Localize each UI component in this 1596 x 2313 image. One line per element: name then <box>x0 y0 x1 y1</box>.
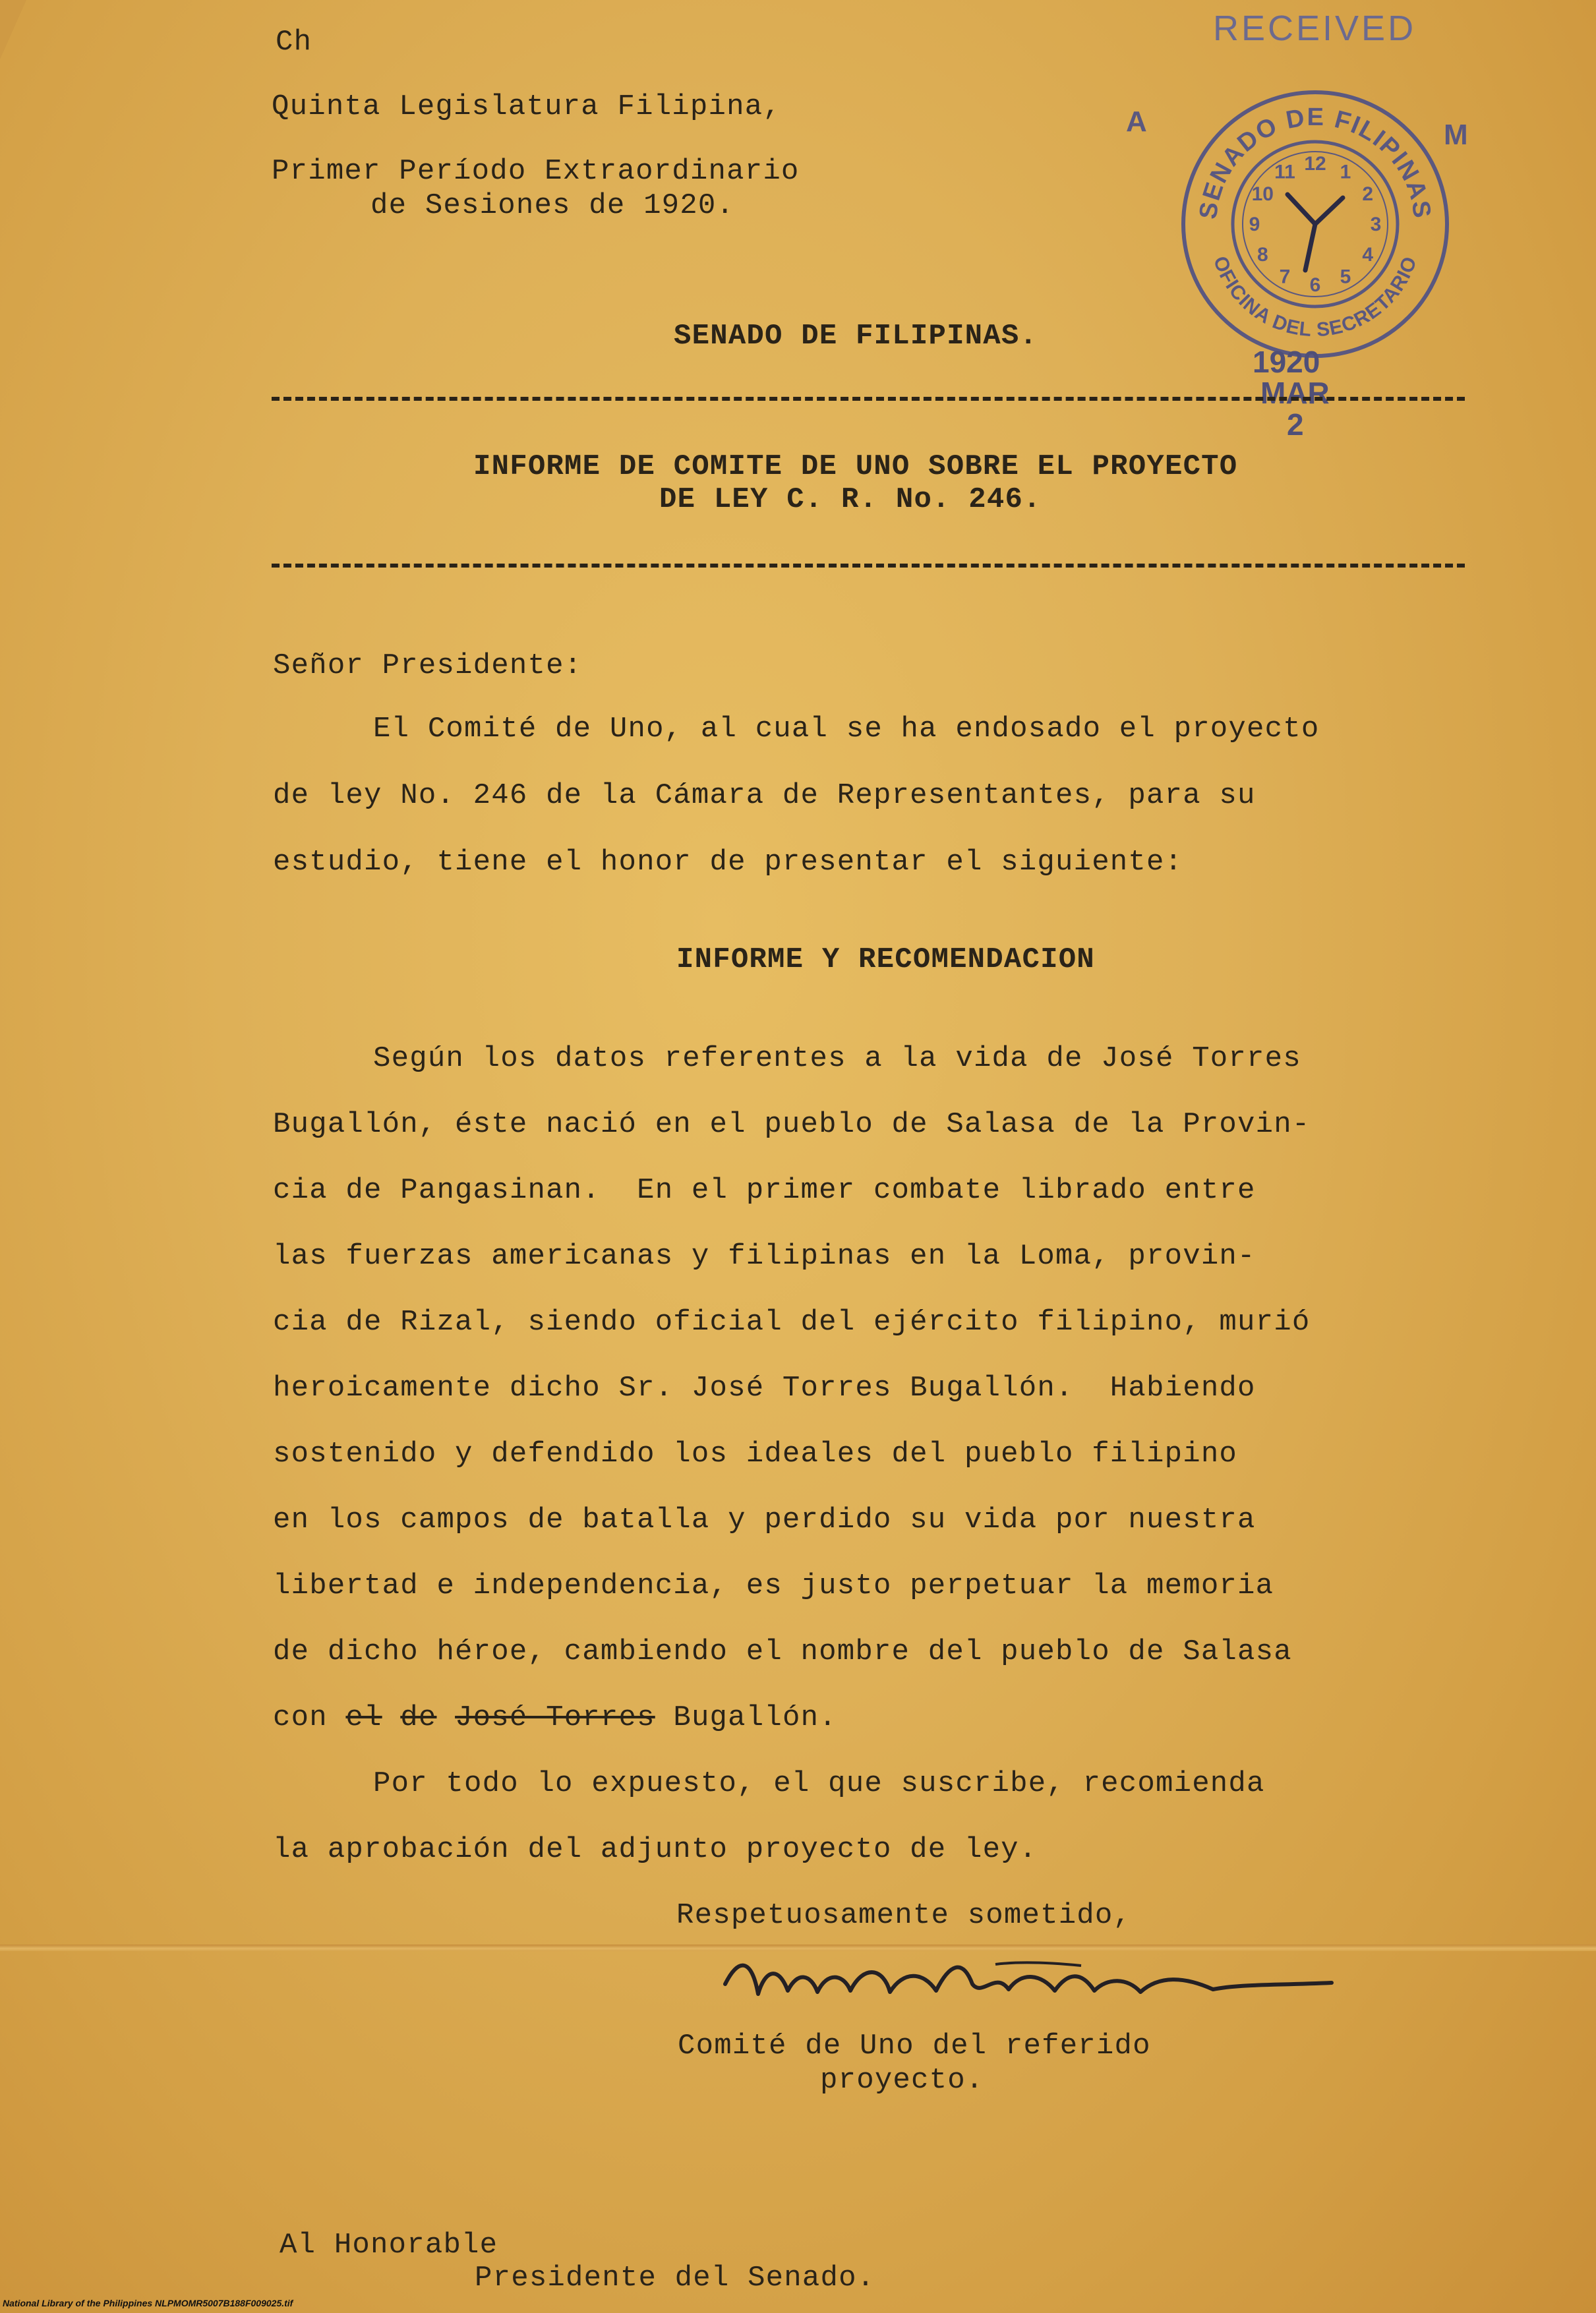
clock-number: 3 <box>1370 214 1382 235</box>
body-line: Según los datos referentes a la vida de José Torres <box>373 1042 1301 1075</box>
period-line-1: Primer Período Extraordinario <box>272 155 800 188</box>
clock-number: 8 <box>1256 244 1268 266</box>
seal-bottom-text: OFICINA DEL SECRETARIO <box>1208 253 1422 341</box>
clock-number: 5 <box>1340 266 1351 288</box>
closing-line: la aprobación del adjunto proyecto de ley. <box>273 1833 1038 1866</box>
senate-clock-seal <box>1170 79 1460 369</box>
clock-hands <box>1287 194 1343 270</box>
report-title-line-1: INFORME DE COMITE DE UNO SOBRE EL PROYECTO <box>473 450 1238 483</box>
clock-number: 9 <box>1249 214 1260 235</box>
clock-number: 2 <box>1362 183 1374 205</box>
respectfully-line: Respetuosamente sometido, <box>676 1899 1132 1932</box>
committee-line-1: Comité de Uno del referido <box>678 2030 1151 2063</box>
body-line: sostenido y defendido los ideales del pueblo filipino <box>273 1438 1238 1471</box>
intro-line: de ley No. 246 de la Cámara de Representantes, para su <box>273 779 1256 812</box>
stamp-month: MAR <box>1260 376 1330 410</box>
body-line: en los campos de batalla y perdido su vida por nuestra <box>273 1504 1256 1537</box>
report-title-line-2: DE LEY C. R. No. 246. <box>659 483 1042 516</box>
body-line: libertad e independencia, es justo perpetuar la memoria <box>273 1569 1274 1602</box>
handwritten-signature <box>712 1945 1345 2017</box>
body-line: Bugallón, éste nació en el pueblo de Salasa de la Provin- <box>273 1108 1311 1141</box>
stamp-year: 1920 <box>1253 345 1320 379</box>
addressee-line-2: Presidente del Senado. <box>475 2262 875 2295</box>
archive-footer: National Library of the Philippines NLPMOMR5007B188F009025.tif <box>3 2298 293 2308</box>
clock-number: 4 <box>1362 244 1374 266</box>
struck-name: José Torres <box>455 1701 655 1734</box>
clock-number: 7 <box>1279 266 1291 288</box>
stamp-am: A <box>1126 105 1147 138</box>
institution-heading: SENADO DE FILIPINAS. <box>674 320 1038 353</box>
seal-top-text: SENADO DE FILIPINAS <box>1194 103 1436 221</box>
clock-number: 12 <box>1304 153 1326 175</box>
intro-line: El Comité de Uno, al cual se ha endosado el proyecto <box>373 713 1320 746</box>
clock-number: 11 <box>1274 161 1295 183</box>
struck-word: el <box>345 1701 382 1734</box>
received-stamp: RECEIVED <box>1213 9 1417 48</box>
intro-line: estudio, tiene el honor de presentar el siguiente: <box>273 846 1183 879</box>
struck-word: de <box>400 1701 437 1734</box>
section-heading: INFORME Y RECOMENDACION <box>676 943 1095 976</box>
last-line-end: Bugallón. <box>655 1701 837 1734</box>
body-line: de dicho héroe, cambiendo el nombre del pueblo de Salasa <box>273 1635 1292 1668</box>
dashed-rule-bottom <box>272 564 1465 568</box>
legislature-line: Quinta Legislatura Filipina, <box>272 90 781 123</box>
last-line-start: con <box>273 1701 346 1734</box>
committee-line-2: proyecto. <box>820 2064 984 2097</box>
closing-line: Por todo lo expuesto, el que suscribe, recomienda <box>373 1767 1265 1800</box>
clock-number: 10 <box>1251 183 1274 205</box>
body-line: las fuerzas americanas y filipinas en la Loma, provin- <box>273 1240 1256 1273</box>
dashed-rule-top <box>272 397 1465 401</box>
addressee-line-1: Al Honorable <box>280 2229 498 2262</box>
stamp-pm: M <box>1444 119 1468 151</box>
body-line: cia de Rizal, siendo oficial del ejército filipino, murió <box>273 1306 1311 1339</box>
body-line: cia de Pangasinan. En el primer combate librado entre <box>273 1174 1256 1207</box>
clock-number: 6 <box>1309 274 1321 296</box>
body-last-line <box>273 1703 837 1732</box>
period-line-2: de Sesiones de 1920. <box>370 189 735 222</box>
initials: Ch <box>276 26 312 59</box>
torn-corner <box>0 0 26 59</box>
clock-number: 1 <box>1340 161 1351 183</box>
salutation: Señor Presidente: <box>273 649 583 682</box>
body-line: heroicamente dicho Sr. José Torres Bugallón. Habiendo <box>273 1372 1256 1405</box>
stamp-day: 2 <box>1287 407 1304 442</box>
